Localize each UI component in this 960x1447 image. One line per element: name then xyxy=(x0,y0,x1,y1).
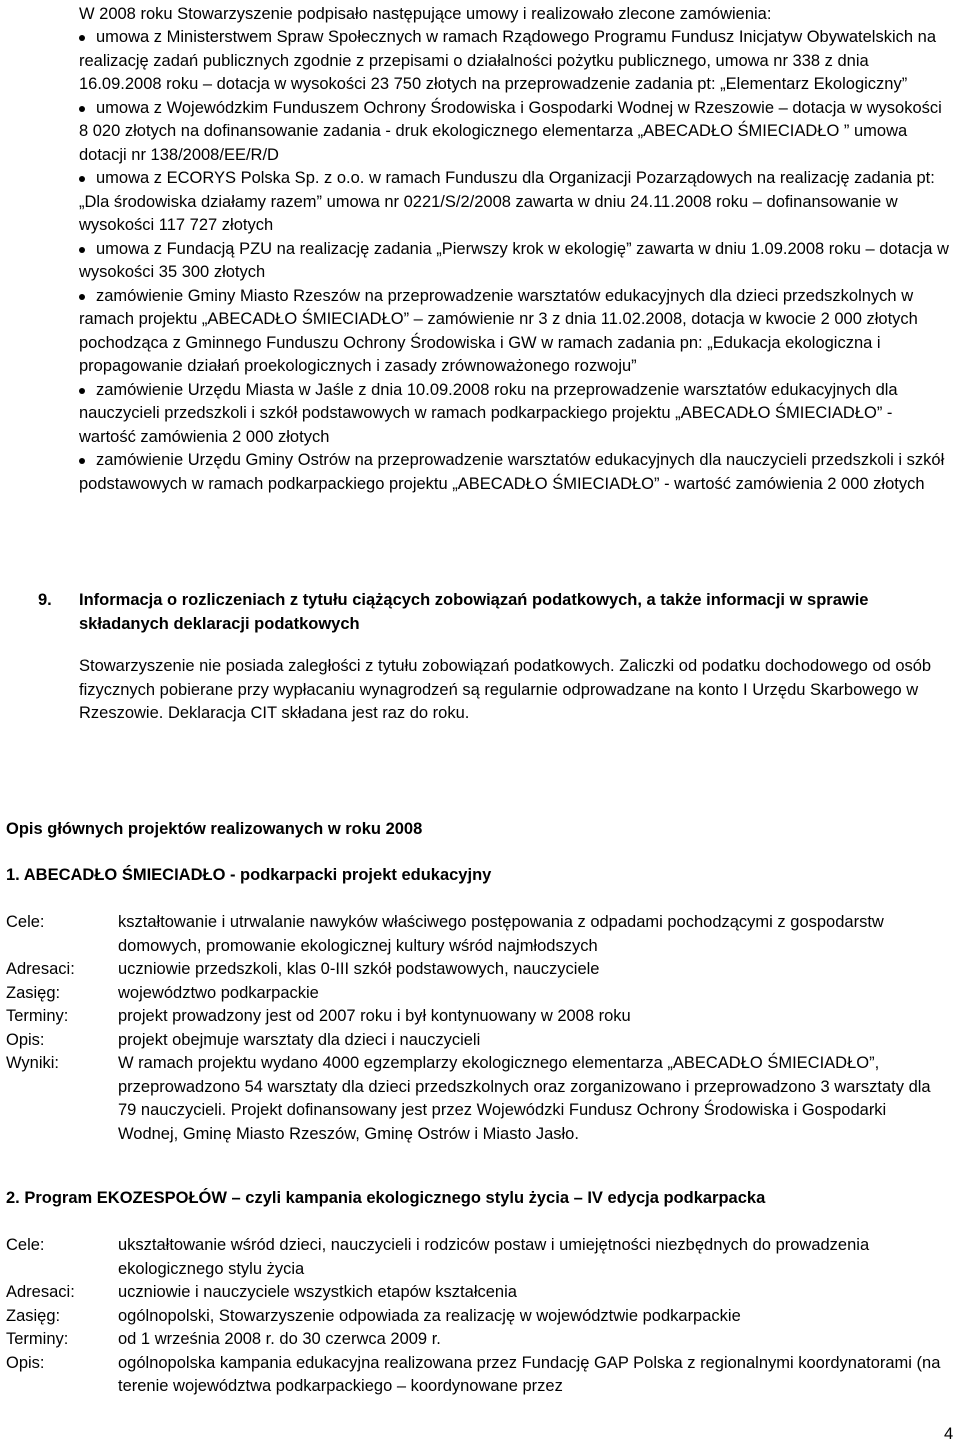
list-item: zamówienie Gminy Miasto Rzeszów na przeprowadzenie warsztatów edukacyjnych dla dzieci przedszkolnych w ramach projektu „ABECADŁO ŚMIECIADŁO” – zamówienie nr 3 z dnia 11.02.2008, dotacja w kwocie 2 000 złotych pochodząca z Gminnego Funduszu Ochrony Środowiska i GW w ramach zadania pn: „Edukacja ekologiczna i propagowanie działań proekologicznych i zasady zrównoważonego rozwoju” xyxy=(79,286,918,375)
detail-label: Wyniki: xyxy=(6,1054,60,1072)
detail-row xyxy=(6,1029,950,1053)
detail-value: województwo podkarpackie xyxy=(118,983,319,1002)
section-body: Stowarzyszenie nie posiada zaległości z tytułu zobowiązań podatkowych. Zaliczki od podatku dochodowego od osób fizycznych pobierane przy wypłacaniu wynagrodzeń są regularnie odprowadzane na konto I Urzędu Skarbowego w Rzeszowie. Deklaracja CIT składana jest raz do roku. xyxy=(79,657,932,722)
detail-value: ukształtowanie wśród dzieci, nauczycieli i rodziców postaw i umiejętności niezbędnych do prowadzenia ekologicznego stylu życia xyxy=(118,1236,870,1278)
project-2-details xyxy=(6,1234,950,1399)
detail-value: projekt prowadzony jest od 2007 roku i był kontynuowany w 2008 roku xyxy=(118,1007,631,1025)
page-number: 4 xyxy=(944,1425,954,1443)
project-1-title: 1. ABECADŁO ŚMIECIADŁO - podkarpacki projekt edukacyjny xyxy=(6,866,492,884)
detail-value: projekt obejmuje warsztaty dla dzieci i nauczycieli xyxy=(118,1030,481,1049)
detail-row xyxy=(6,1305,950,1329)
projects-title: Opis głównych projektów realizowanych w roku 2008 xyxy=(6,820,423,838)
list-item: zamówienie Urzędu Gminy Ostrów na przeprowadzenie warsztatów edukacyjnych dla nauczycieli przedszkoli i szkół podstawowych w ramach podkarpackiego projektu „ABECADŁO ŚMIECIADŁO” - wartość zamówienia 2 000 złotych xyxy=(79,451,945,493)
detail-label: Terminy: xyxy=(6,1330,69,1348)
section-number: 9. xyxy=(38,591,52,609)
detail-label: Opis: xyxy=(6,1030,45,1049)
bullet-icon xyxy=(79,176,85,182)
detail-value: uczniowie i nauczyciele wszystkich etapów kształcenia xyxy=(118,1283,517,1301)
detail-value: uczniowie przedszkoli, klas 0-III szkół podstawowych, nauczyciele xyxy=(118,960,600,978)
list-item: umowa z Wojewódzkim Funduszem Ochrony Środowiska i Gospodarki Wodnej w Rzeszowie – dotacja w wysokości 8 020 złotych na dofinansowanie zadania - druk ekologicznego elementarza „ABECADŁO ŚMIECIADŁO ” umowa dotacji nr 138/2008/EE/R/D xyxy=(79,98,942,164)
list-item: umowa z Fundacją PZU na realizację zadania „Pierwszy krok w ekologię” zawarta w dniu 1.09.2008 roku – dotacja w wysokości 35 300 złotych xyxy=(79,239,949,281)
detail-row xyxy=(6,1328,950,1352)
bullet-icon xyxy=(79,35,85,41)
agreements-list xyxy=(79,26,951,496)
detail-value: ogólnopolska kampania edukacyjna realizowana przez Fundację GAP Polska z regionalnymi koordynatorami (na terenie województwa podkarpackiego – koordynowane przez xyxy=(118,1353,941,1395)
detail-value: od 1 września 2008 r. do 30 czerwca 2009 r. xyxy=(118,1330,441,1348)
list-item: umowa z Ministerstwem Spraw Społecznych w ramach Rządowego Programu Fundusz Inicjatyw Obywatelskich na realizację zadań publicznych zgodnie z przepisami o działalności pożytku publicznego, umowa nr 338 z dnia 16.09.2008 roku – dotacja w wysokości 23 750 złotych na przeprowadzenie zadania pt: „Elementarz Ekologiczny” xyxy=(79,28,937,93)
detail-row xyxy=(6,958,950,982)
detail-row xyxy=(6,982,950,1006)
detail-row xyxy=(6,1005,950,1029)
detail-row xyxy=(6,1052,950,1146)
detail-value: ogólnopolski, Stowarzyszenie odpowiada za realizację w województwie podkarpackie xyxy=(118,1306,741,1325)
detail-label: Opis: xyxy=(6,1353,45,1372)
bullet-icon xyxy=(79,294,85,300)
detail-row xyxy=(6,1281,950,1305)
intro-paragraph: W 2008 roku Stowarzyszenie podpisało następujące umowy i realizowało zlecone zamówienia: xyxy=(79,5,772,23)
detail-row xyxy=(6,1234,950,1281)
detail-value: W ramach projektu wydano 4000 egzemplarzy ekologicznego elementarza „ABECADŁO ŚMIECIADŁO”, przeprowadzono 54 warsztaty dla dzieci przedszkolnych oraz zorganizowano i przeprowadzono 3 warsztaty dla 79 nauczycieli. Projekt dofinansowany jest przez Wojewódzki Fundusz Ochrony Środowiska i Gospodarki Wodnej, Gminę Miasto Rzeszów, Gminę Ostrów i Miasto Jasło. xyxy=(118,1054,931,1143)
list-item: zamówienie Urzędu Miasta w Jaśle z dnia 10.09.2008 roku na przeprowadzenie warsztatów edukacyjnych dla nauczycieli przedszkoli i szkół podstawowych w ramach podkarpackiego projektu „ABECADŁO ŚMIECIADŁO” - wartość zamówienia 2 000 złotych xyxy=(79,380,898,446)
detail-row xyxy=(6,911,950,958)
detail-label: Cele: xyxy=(6,1236,45,1254)
bullet-icon xyxy=(79,388,85,394)
bullet-icon xyxy=(79,458,85,464)
section-heading: Informacja o rozliczeniach z tytułu ciążących zobowiązań podatkowych, a także informacji w sprawie składanych deklaracji podatkowych xyxy=(79,591,869,633)
bullet-icon xyxy=(79,247,85,253)
bullet-icon xyxy=(79,106,85,112)
detail-label: Terminy: xyxy=(6,1007,69,1025)
detail-label: Zasięg: xyxy=(6,1306,61,1325)
list-item: umowa z ECORYS Polska Sp. z o.o. w ramach Funduszu dla Organizacji Pozarządowych na realizację zadania pt: „Dla środowiska działamy razem” umowa nr 0221/S/2/2008 zawarta w dniu 24.11.2008 roku – dofinansowanie w wysokości 117 727 złotych xyxy=(79,169,935,234)
project-2-title: 2. Program EKOZESPOŁÓW – czyli kampania ekologicznego stylu życia – IV edycja podkarpacka xyxy=(6,1189,766,1207)
detail-label: Adresaci: xyxy=(6,960,75,978)
detail-label: Adresaci: xyxy=(6,1283,75,1301)
detail-label: Cele: xyxy=(6,913,45,931)
detail-row xyxy=(6,1352,950,1399)
detail-label: Zasięg: xyxy=(6,983,61,1002)
detail-value: kształtowanie i utrwalanie nawyków właściwego postępowania z odpadami pochodzącymi z gospodarstw domowych, promowanie ekologicznej kultury wśród najmłodszych xyxy=(118,913,884,955)
project-1-details xyxy=(6,911,950,1146)
